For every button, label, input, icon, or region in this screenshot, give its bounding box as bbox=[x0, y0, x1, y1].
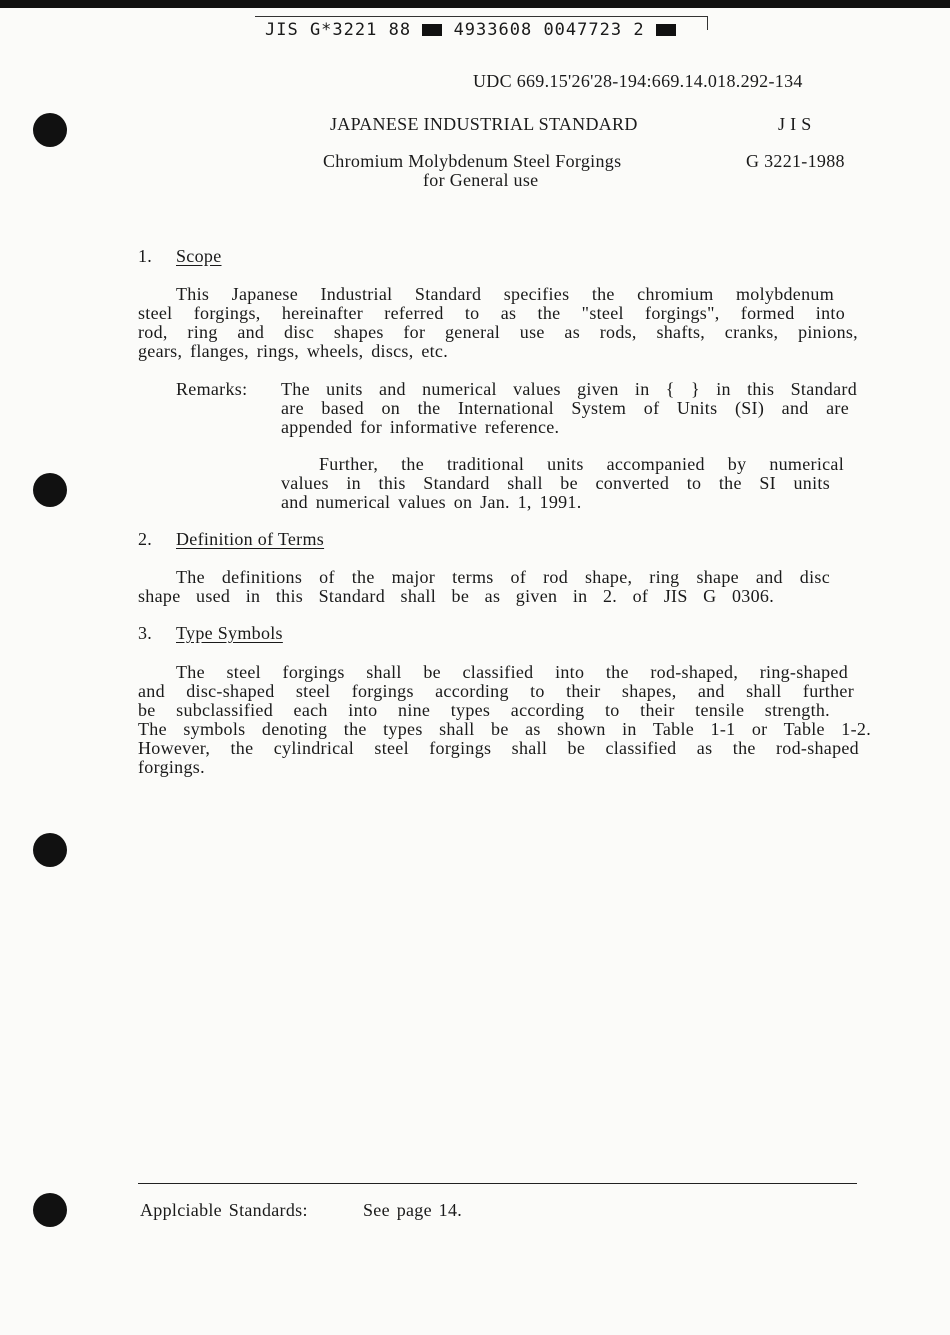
scan-edge-bar bbox=[0, 0, 950, 8]
remarks-line: are based on the International System of Units (SI) and are bbox=[281, 398, 849, 418]
paragraph-line: The symbols denoting the types shall be as shown in Table 1-1 or Table 1-2. bbox=[138, 719, 871, 739]
header-rule bbox=[255, 16, 708, 17]
paragraph-line: steel forgings, hereinafter referred to as the "steel forgings", formed into bbox=[138, 303, 845, 323]
paragraph-line: This Japanese Industrial Standard specifies the chromium molybdenum bbox=[176, 284, 834, 304]
section-number: 2. bbox=[138, 529, 153, 549]
black-block-mark bbox=[656, 24, 676, 36]
punch-hole bbox=[33, 1193, 67, 1227]
paragraph-line: The definitions of the major terms of rod shape, ring shape and disc bbox=[176, 567, 830, 587]
punch-hole bbox=[33, 473, 67, 507]
scan-code-part2: 4933608 0047723 2 bbox=[453, 20, 645, 40]
document-title-line2: for General use bbox=[423, 170, 539, 190]
remarks-line: The units and numerical values given in { } in this Standard bbox=[281, 379, 857, 399]
scan-header-code bbox=[265, 20, 676, 40]
remarks-line: appended for informative reference. bbox=[281, 417, 560, 437]
udc-code: UDC 669.15'26'28-194:669.14.018.292-134 bbox=[473, 71, 803, 91]
standard-label: JAPANESE INDUSTRIAL STANDARD bbox=[330, 114, 638, 134]
applicable-standards-value: See page 14. bbox=[363, 1200, 463, 1220]
paragraph-line: be subclassified each into nine types according to their tensile strength. bbox=[138, 700, 830, 720]
section-heading-definition-of-terms: Definition of Terms bbox=[176, 529, 325, 549]
paragraph-line: gears, flanges, rings, wheels, discs, etc. bbox=[138, 341, 449, 361]
paragraph-line: However, the cylindrical steel forgings shall be classified as the rod-shaped bbox=[138, 738, 859, 758]
document-title: Chromium Molybdenum Steel Forgings bbox=[323, 151, 622, 171]
scan-code-part1: JIS G*3221 88 bbox=[265, 20, 412, 40]
standard-number: G 3221-1988 bbox=[746, 151, 845, 171]
paragraph-line: and disc-shaped steel forgings according to their shapes, and shall further bbox=[138, 681, 854, 701]
remarks-label: Remarks: bbox=[176, 379, 248, 399]
punch-hole bbox=[33, 833, 67, 867]
section-heading-scope: Scope bbox=[176, 246, 222, 266]
paragraph-line: rod, ring and disc shapes for general use as rods, shafts, cranks, pinions, bbox=[138, 322, 858, 342]
black-block-mark bbox=[422, 24, 442, 36]
applicable-standards-label: Applciable Standards: bbox=[140, 1200, 308, 1220]
remarks-line: Further, the traditional units accompanied by numerical bbox=[319, 454, 844, 474]
paragraph-line: The steel forgings shall be classified into the rod-shaped, ring-shaped bbox=[176, 662, 848, 682]
paragraph-line: forgings. bbox=[138, 757, 205, 777]
punch-hole bbox=[33, 113, 67, 147]
paragraph-line: shape used in this Standard shall be as given in 2. of JIS G 0306. bbox=[138, 586, 774, 606]
jis-mark: J I S bbox=[778, 114, 812, 134]
remarks-line: and numerical values on Jan. 1, 1991. bbox=[281, 492, 582, 512]
section-heading-type-symbols: Type Symbols bbox=[176, 623, 283, 643]
section-number: 3. bbox=[138, 623, 153, 643]
footer-rule bbox=[138, 1183, 857, 1184]
section-number: 1. bbox=[138, 246, 153, 266]
header-rule-tick bbox=[707, 16, 708, 30]
remarks-line: values in this Standard shall be converted to the SI units bbox=[281, 473, 830, 493]
